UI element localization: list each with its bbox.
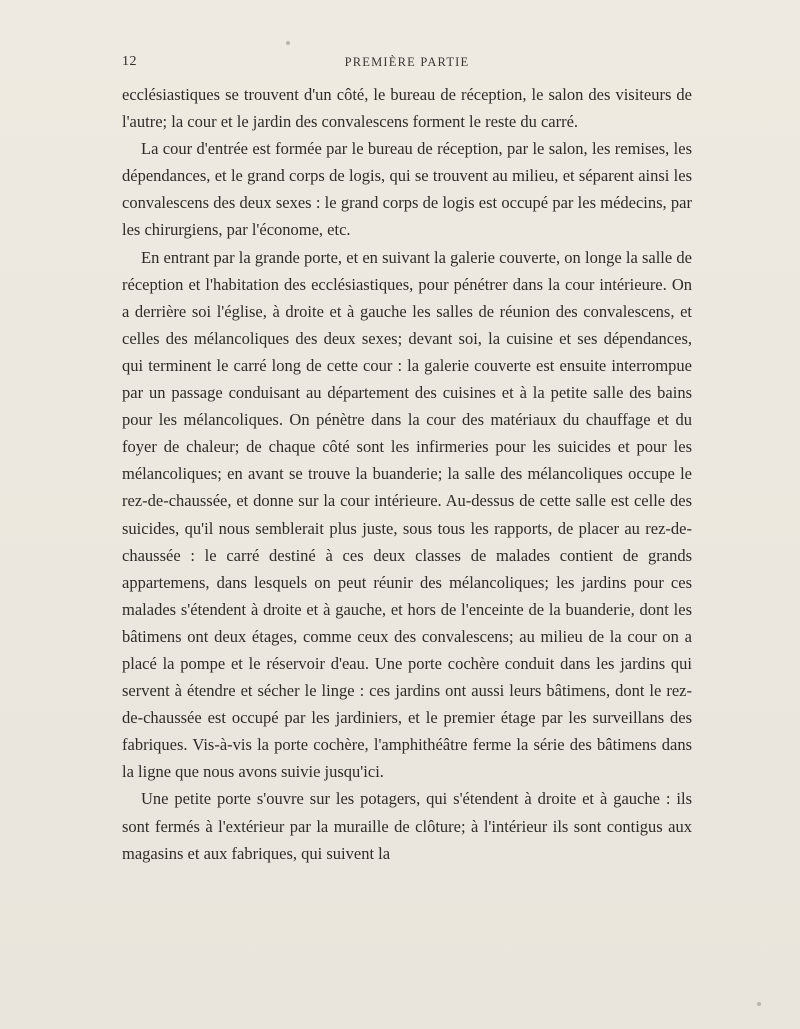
paragraph: En entrant par la grande porte, et en suivant la galerie couverte, on longe la salle de réception et l'habitation des ecclésiastiques, pour pénétrer dans la cour intérieure. On a derrière soi l'église, à droite et à gauche les salles de réunion des convalescens, et celles des mélancoliques des deux sexes; devant soi, la cuisine et ses dépendances, qui terminent le carré long de cette cour : la galerie couverte est ensuite interrompue par un passage conduisant au département des cuisines et à la petite salle des bains pour les mélancoliques. On pénètre dans la cour des matériaux du chauffage et du foyer de chaleur; de chaque côté sont les infirmeries pour les suicides et pour les mélancoliques; en avant se trouve la buanderie; la salle des mélancoliques occupe le rez-de-chaussée, et donne sur la cour intérieure. Au-dessus de cette salle est celle des suicides, qu'il nous semblerait plus juste, sous tous les rapports, de placer au rez-de-chaussée : le carré destiné à ces deux classes de malades contient de grands appartemens, dans lesquels on peut réunir des mélancoliques; les jardins pour ces malades s'étendent à droite et à gauche, et hors de l'enceinte de la buanderie, dont les bâtimens ont deux étages, comme ceux des convalescens; au milieu de la cour on a placé la pompe et le réservoir d'eau. Une porte cochère conduit dans les jardins qui servent à étendre et sécher le linge : ces jardins ont aussi leurs bâtimens, dont le rez-de-chaussée est occupé par les jardiniers, et le premier étage par les surveillans des fabriques. Vis-à-vis la porte cochère, l'amphithéâtre ferme la série des bâtimens dans la ligne que nous avons suivie jusqu'ici.	[122, 247, 692, 782]
page-number: 12	[122, 54, 137, 69]
paragraph: Une petite porte s'ouvre sur les potagers, qui s'étendent à droite et à gauche : ils sont fermés à l'extérieur par la muraille de clôture; à l'intérieur ils sont contigus aux magasins et aux fabriques, qui suivent la	[122, 789, 692, 863]
paper-speck	[286, 41, 290, 45]
paper-speck	[757, 1002, 761, 1006]
running-head	[122, 54, 692, 74]
body-text	[122, 81, 692, 867]
paragraph: ecclésiastiques se trouvent d'un côté, le bureau de réception, le salon des visiteurs de l'autre; la cour et le jardin des convalescens forment le reste du carré.	[122, 85, 692, 132]
paragraph: La cour d'entrée est formée par le bureau de réception, par le salon, les remises, les dépendances, et le grand corps de logis, qui se trouvent au milieu, et séparent ainsi les convalescens des deux sexes : le grand corps de logis est occupé par les médecins, par les chirurgiens, par l'économe, etc.	[122, 139, 692, 240]
running-head-title: PREMIÈRE PARTIE	[344, 55, 470, 69]
